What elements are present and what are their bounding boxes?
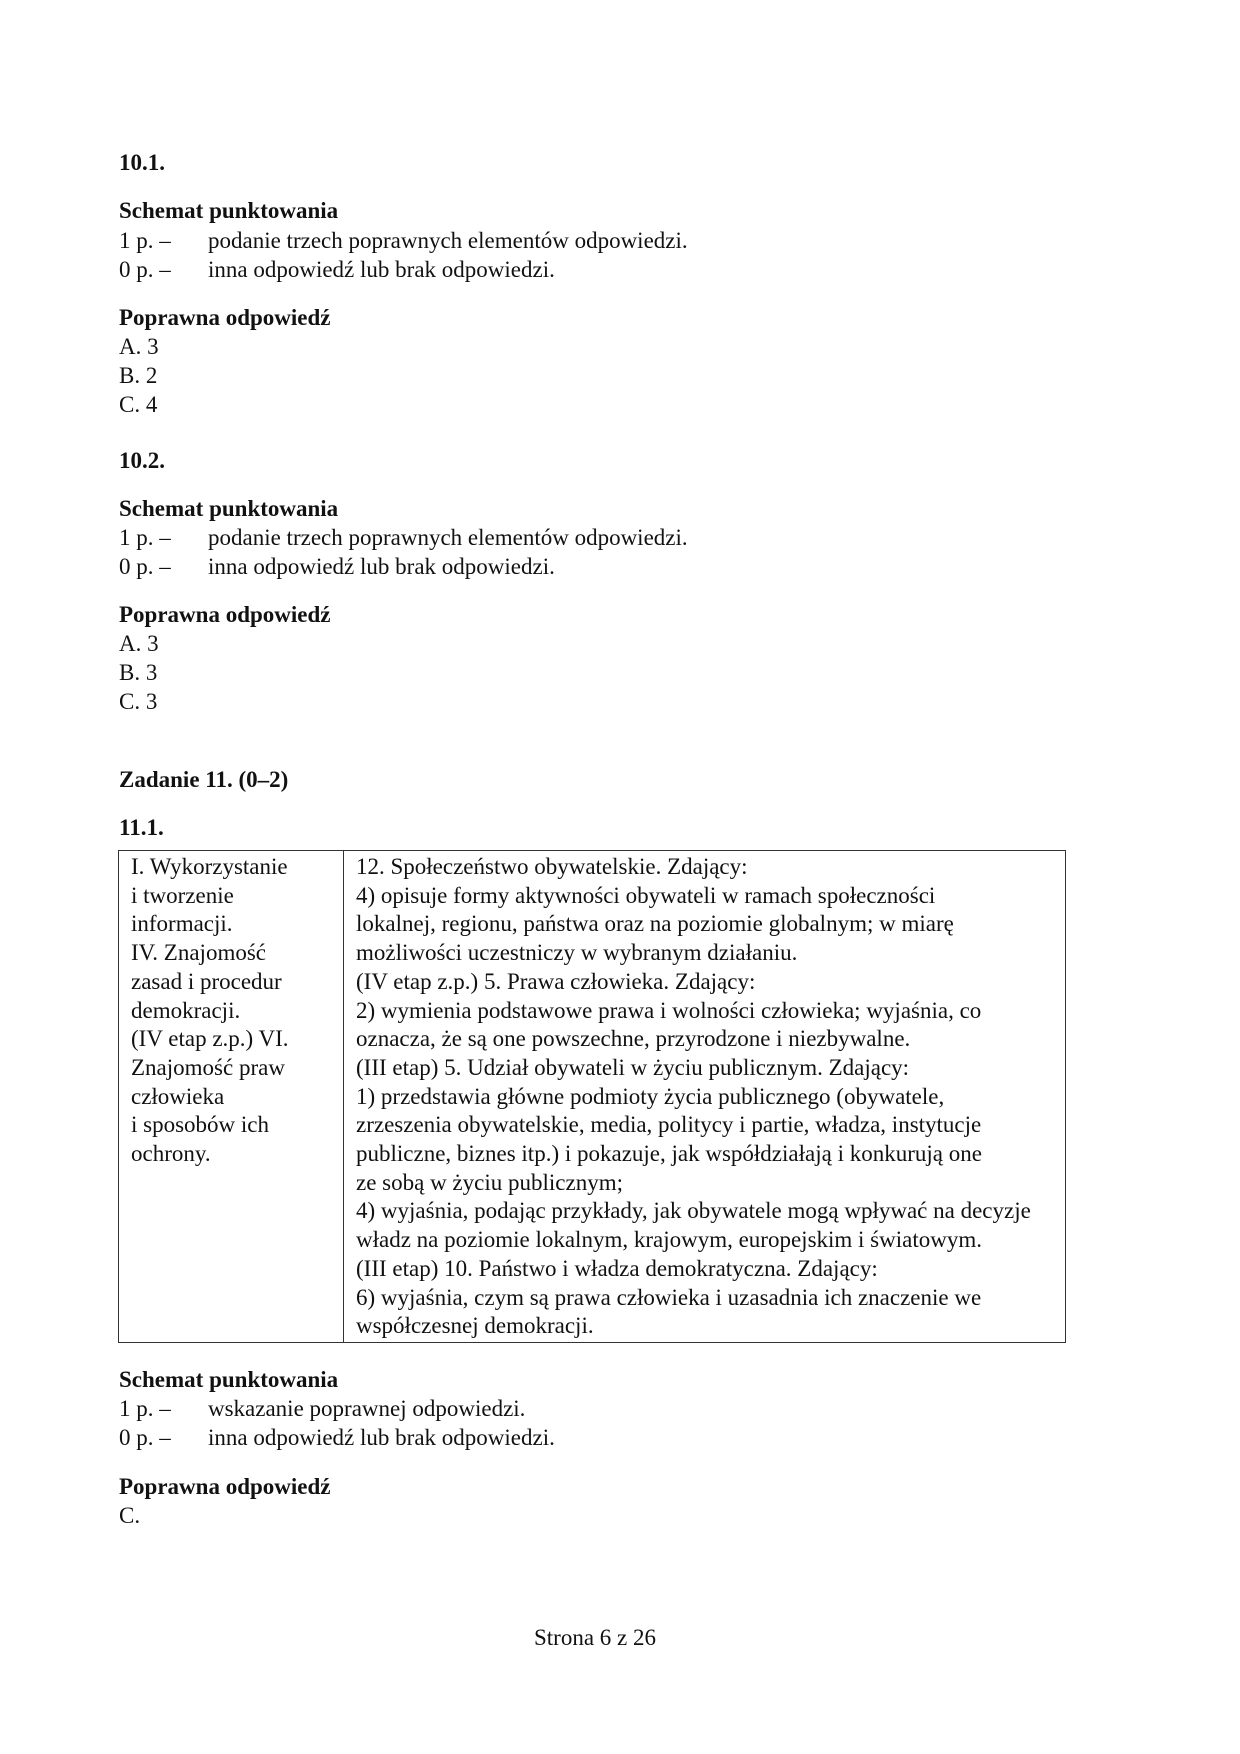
detailed-requirement-line: możliwości uczestniczy w wybranym działaniu. (356, 940, 798, 966)
general-requirements-cell (119, 851, 344, 1343)
criterion-row (119, 552, 555, 581)
detailed-requirement-line: współczesnej demokracji. (356, 1313, 594, 1339)
general-requirement-line: IV. Znajomość (131, 940, 267, 966)
criterion-points: 0 p. – (119, 554, 171, 579)
general-requirement-line: I. Wykorzystanie (131, 854, 288, 879)
general-requirement-line: i sposobów ich (131, 1112, 269, 1138)
detailed-requirement-line: zrzeszenia obywatelskie, media, politycy i partie, władza, instytucje (356, 1112, 982, 1138)
scoring-scheme-title: Schemat punktowania (119, 1367, 339, 1392)
answer-line: B. 2 (119, 363, 158, 388)
detailed-requirement-line: 4) opisuje formy aktywności obywateli w ramach społeczności (356, 882, 936, 908)
answer-line: C. 3 (119, 689, 158, 714)
section-heading-10-2: 10.2. (119, 448, 165, 473)
criterion-points: 1 p. – (119, 1396, 171, 1421)
criterion-text: wskazanie poprawnej odpowiedzi. (208, 1396, 526, 1421)
answer-line: B. 3 (119, 660, 158, 685)
criterion-text: podanie trzech poprawnych elementów odpowiedzi. (208, 228, 688, 253)
criterion-points: 0 p. – (119, 257, 171, 282)
detailed-requirement-line: 1) przedstawia główne podmioty życia publicznego (obywatele, (356, 1083, 945, 1109)
task-heading-11: Zadanie 11. (0–2) (119, 767, 289, 792)
answer-line: C. (119, 1503, 141, 1528)
detailed-requirement-line: 2) wymienia podstawowe prawa i wolności człowieka; wyjaśnia, co (356, 997, 982, 1023)
general-requirement-line: zasad i procedur (131, 968, 282, 994)
general-requirement-line: informacji. (131, 911, 233, 937)
answer-line: A. 3 (119, 334, 159, 359)
general-requirement-line: ochrony. (131, 1141, 211, 1167)
detailed-requirement-line: publiczne, biznes itp.) i pokazuje, jak współdziałają i konkurują one (356, 1141, 982, 1167)
page-number-footer: Strona 6 z 26 (533, 1625, 656, 1650)
detailed-requirement-line: oznacza, że są one powszechne, przyrodzone i niezbywalne. (356, 1026, 911, 1052)
requirements-table (118, 850, 1066, 1343)
scoring-scheme-title: Schemat punktowania (119, 496, 339, 521)
detailed-requirements-cell (344, 851, 1066, 1343)
detailed-requirement-line: (III etap) 10. Państwo i władza demokratyczna. Zdający: (356, 1255, 878, 1281)
detailed-requirement-line: lokalnej, regionu, państwa oraz na poziomie globalnym; w miarę (356, 911, 954, 937)
criterion-row (119, 226, 688, 255)
detailed-requirement-line: 12. Społeczeństwo obywatelskie. Zdający: (356, 854, 748, 879)
correct-answer-title: Poprawna odpowiedź (119, 305, 331, 330)
criterion-text: podanie trzech poprawnych elementów odpowiedzi. (208, 525, 688, 550)
detailed-requirement-line: 6) wyjaśnia, czym są prawa człowieka i uzasadnia ich znaczenie we (356, 1284, 982, 1310)
general-requirement-line: i tworzenie (131, 882, 234, 908)
detailed-requirement-line: (III etap) 5. Udział obywateli w życiu publicznym. Zdający: (356, 1054, 910, 1080)
criterion-row (119, 1394, 525, 1423)
section-heading-10-1: 10.1. (119, 150, 165, 175)
criterion-row (119, 255, 555, 284)
criterion-points: 0 p. – (119, 1425, 171, 1450)
criterion-row (119, 1423, 555, 1452)
criterion-text: inna odpowiedź lub brak odpowiedzi. (208, 257, 555, 282)
answer-line: C. 4 (119, 392, 158, 417)
detailed-requirement-line: 4) wyjaśnia, podając przykłady, jak obywatele mogą wpływać na decyzje (356, 1198, 1031, 1224)
criterion-text: inna odpowiedź lub brak odpowiedzi. (208, 554, 555, 579)
general-requirement-line: demokracji. (131, 997, 241, 1023)
criterion-points: 1 p. – (119, 525, 171, 550)
detailed-requirement-line: władz na poziomie lokalnym, krajowym, europejskim i światowym. (356, 1227, 982, 1253)
section-heading-11-1: 11.1. (119, 815, 164, 840)
answer-line: A. 3 (119, 631, 159, 656)
criterion-row (119, 523, 688, 552)
detailed-requirement-line: (IV etap z.p.) 5. Prawa człowieka. Zdający: (356, 968, 756, 994)
detailed-requirement-line: ze sobą w życiu publicznym; (356, 1169, 623, 1195)
general-requirement-line: Znajomość praw (131, 1054, 285, 1080)
correct-answer-title: Poprawna odpowiedź (119, 1474, 331, 1499)
criterion-points: 1 p. – (119, 228, 171, 253)
scoring-scheme-title: Schemat punktowania (119, 198, 339, 223)
criterion-text: inna odpowiedź lub brak odpowiedzi. (208, 1425, 555, 1450)
general-requirement-line: człowieka (131, 1083, 225, 1109)
correct-answer-title: Poprawna odpowiedź (119, 602, 331, 627)
general-requirement-line: (IV etap z.p.) VI. (131, 1026, 289, 1052)
